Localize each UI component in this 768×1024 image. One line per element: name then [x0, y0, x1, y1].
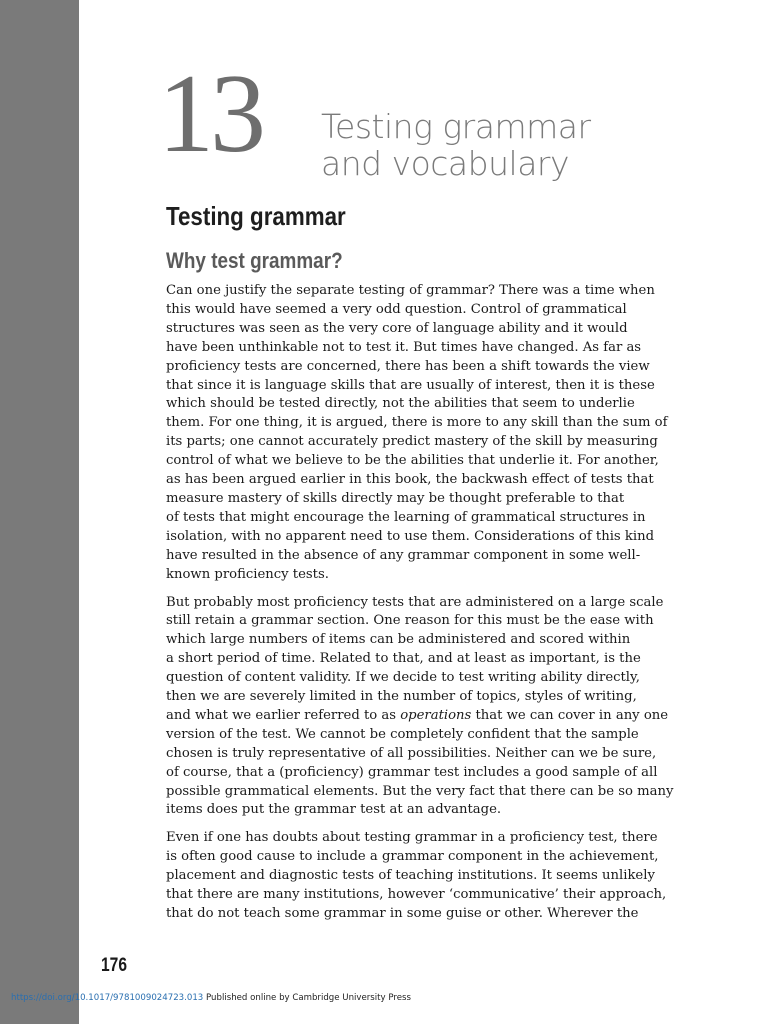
chapter-title: [321, 108, 591, 182]
text-line: still retain a grammar section. One reason for this must be the ease with: [166, 613, 654, 629]
text-line: which should be tested directly, not the abilities that seem to underlie: [166, 396, 635, 412]
footer: [11, 993, 411, 1003]
paragraph-2: [166, 594, 696, 821]
text-line: that do not teach some grammar in some guise or other. Wherever the: [166, 906, 639, 921]
paragraph-3: [166, 829, 696, 924]
doi-link[interactable]: https://doi.org/10.1017/9781009024723.013: [11, 993, 204, 1003]
sub-heading: Why test grammar?: [166, 248, 343, 273]
text-line: of tests that might encourage the learning of grammatical structures in: [166, 509, 646, 525]
chapter-title-line-2: and vocabulary: [321, 144, 570, 183]
text-segment: that we can cover in any one: [471, 707, 669, 723]
text-line: structures was seen as the very core of language ability and it would: [166, 320, 628, 336]
text-line: question of content validity. If we decide to test writing ability directly,: [166, 670, 640, 686]
text-line: have been unthinkable not to test it. But times have changed. As far as: [166, 339, 642, 355]
text-line: proficiency tests are concerned, there has been a shift towards the view: [166, 358, 650, 374]
text-line: But probably most proficiency tests that are administered on a large scale: [166, 594, 664, 610]
text-line: as has been argued earlier in this book, the backwash effect of tests that: [166, 472, 654, 488]
text-line: of course, that a (proficiency) grammar test includes a good sample of all: [166, 764, 658, 780]
text-line: [166, 707, 696, 726]
text-line: have resulted in the absence of any grammar component in some well-: [166, 547, 641, 563]
text-line: possible grammatical elements. But the very fact that there can be so many: [166, 783, 674, 799]
chapter-title-line-1: Testing grammar: [321, 107, 591, 146]
text-line: isolation, with no apparent need to use them. Considerations of this kind: [166, 528, 655, 544]
text-line: is often good cause to include a grammar component in the achievement,: [166, 849, 659, 865]
text-line: Can one justify the separate testing of grammar? There was a time when: [166, 283, 655, 298]
italic-term: operations: [400, 707, 472, 723]
text-line: items does put the grammar test at an advantage.: [166, 802, 502, 818]
text-segment: and what we earlier referred to as: [166, 707, 401, 723]
text-line: measure mastery of skills directly may be thought preferable to that: [166, 490, 625, 506]
published-note: Published online by Cambridge University Press: [206, 993, 411, 1003]
text-line: Even if one has doubts about testing grammar in a proficiency test, there: [166, 830, 658, 846]
text-line: version of the test. We cannot be completely confident that the sample: [166, 726, 639, 742]
text-line: placement and diagnostic tests of teaching institutions. It seems unlikely: [166, 868, 655, 884]
section-heading: Testing grammar: [166, 201, 346, 231]
text-line: which large numbers of items can be administered and scored within: [166, 632, 631, 648]
paragraph-1: [166, 282, 696, 585]
body-text: [166, 282, 696, 933]
text-line: known proficiency tests.: [166, 566, 329, 582]
chapter-number: 13: [158, 52, 262, 176]
text-line: this would have seemed a very odd question. Control of grammatical: [166, 301, 627, 317]
text-line: its parts; one cannot accurately predict mastery of the skill by measuring: [166, 434, 658, 450]
text-line: that since it is language skills that are usually of interest, then it is these: [166, 377, 655, 393]
text-line: control of what we believe to be the abilities that underlie it. For another,: [166, 453, 659, 469]
text-line: that there are many institutions, however ‘communicative’ their approach,: [166, 887, 667, 903]
page-number: 176: [101, 955, 127, 976]
text-line: chosen is truly representative of all possibilities. Neither can we be sure,: [166, 745, 657, 761]
text-line: a short period of time. Related to that, and at least as important, is the: [166, 651, 641, 667]
text-line: them. For one thing, it is argued, there is more to any skill than the sum of: [166, 415, 668, 431]
page-side-band: [0, 0, 79, 1024]
text-line: then we are severely limited in the number of topics, styles of writing,: [166, 689, 637, 705]
